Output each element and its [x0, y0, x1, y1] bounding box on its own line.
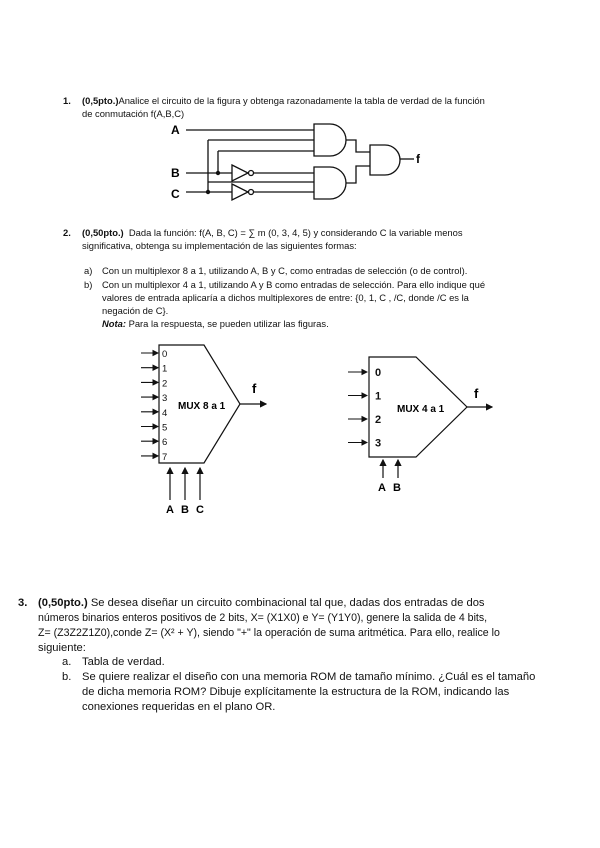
q2-item-b-line2: valores de entrada aplicaría a dichos multiplexores de entre: {0, 1, C , /C, donde /C es la: [102, 292, 469, 303]
q2-note-text: Para la respuesta, se pueden utilizar las figuras.: [125, 318, 329, 329]
q1-label-c: C: [171, 187, 180, 201]
q1-points: (0,5pto.): [82, 95, 119, 106]
mux8-input-label: 6: [162, 437, 168, 449]
q2-item-b-marker: b): [84, 279, 93, 290]
q2-points: (0,50pto.): [82, 227, 124, 238]
q2-item-a-marker: a): [84, 265, 93, 276]
q1-label-b: B: [171, 166, 180, 180]
mux4-select-b: B: [393, 482, 401, 495]
mux4-input-label: 1: [375, 390, 382, 403]
mux4-title: MUX 4 a 1: [397, 404, 445, 415]
q3-number: 3.: [18, 597, 28, 609]
q3-item-b-line3: conexiones requeridas en el plano OR.: [82, 701, 276, 713]
mux4-output-label: f: [474, 386, 479, 401]
q3-item-a: Tabla de verdad.: [82, 656, 165, 668]
q3-item-b-line1: Se quiere realizar el diseño con una memoria ROM de tamaño mínimo. ¿Cuál es el tamaño: [82, 671, 536, 683]
q1-line2: de conmutación f(A,B,C): [82, 108, 185, 119]
mux8-output-label: f: [252, 381, 257, 396]
mux8-select-a: A: [166, 504, 174, 517]
q3-line1: [38, 596, 485, 611]
q2-item-a: Con un multiplexor 8 a 1, utilizando A, B y C, como entradas de selección (o de control).: [102, 265, 468, 276]
q3-text-1: Se desea diseñar un circuito combinacional tal que, dadas dos entradas de dos: [90, 597, 485, 609]
mux8-input-label: 2: [162, 378, 168, 390]
mux8-input-label: 1: [162, 363, 168, 375]
q1-number: 1.: [63, 95, 71, 106]
q3-line2: números binarios enteros positivos de 2 bits, X= (X1X0) e Y= (Y1Y0), genere la salida de 4 bits,: [38, 612, 488, 624]
q1-text-1: Analice el circuito de la figura y obtenga razonadamente la tabla de verdad de la función: [118, 95, 485, 106]
mux4-input-label: 3: [375, 437, 382, 450]
mux8-input-label: 4: [162, 407, 168, 419]
q2-text-1: Dada la función: f(A, B, C) = ∑ m (0, 3, 4, 5) y considerando C la variable menos: [128, 227, 463, 238]
mux4-input-label: 0: [375, 367, 382, 379]
q2-number: 2.: [63, 227, 71, 238]
q3-item-b-line2: de dicha memoria ROM? Dibuje explícitamente la estructura de la ROM, indicando las: [82, 686, 510, 698]
mux8-select-b: B: [181, 504, 189, 517]
q3-item-a-marker: a.: [62, 656, 72, 668]
mux8-input-label: 3: [162, 393, 168, 405]
q2-line2: significativa, obtenga su implementación de las siguientes formas:: [82, 240, 357, 251]
mux4-input-label: 2: [375, 414, 382, 426]
q1-label-a: A: [171, 123, 180, 137]
q2-note-label: Nota:: [102, 318, 126, 329]
mux8-title: MUX 8 a 1: [178, 401, 226, 412]
q3-line4: siguiente:: [38, 642, 86, 654]
mux8-input-label: 7: [162, 451, 168, 463]
q3-points: (0,50pto.): [38, 597, 88, 609]
mux8-select-c: C: [196, 504, 204, 517]
q3-item-b-marker: b.: [62, 671, 72, 683]
q1-label-f: f: [416, 152, 420, 166]
q2-item-b-line1: Con un multiplexor 4 a 1, utilizando A y B como entradas de selección. Para ello indique qué: [102, 279, 486, 290]
mux8-input-label: 0: [162, 349, 168, 360]
q3-line3: Z= (Z3Z2Z1Z0),conde Z= (X² + Y), siendo "+" la operación de suma aritmética. Para ello, realice lo: [38, 627, 500, 639]
mux4-select-a: A: [378, 482, 386, 495]
mux8-input-label: 5: [162, 422, 168, 434]
q2-item-b-line3: negación de C}.: [102, 305, 169, 316]
